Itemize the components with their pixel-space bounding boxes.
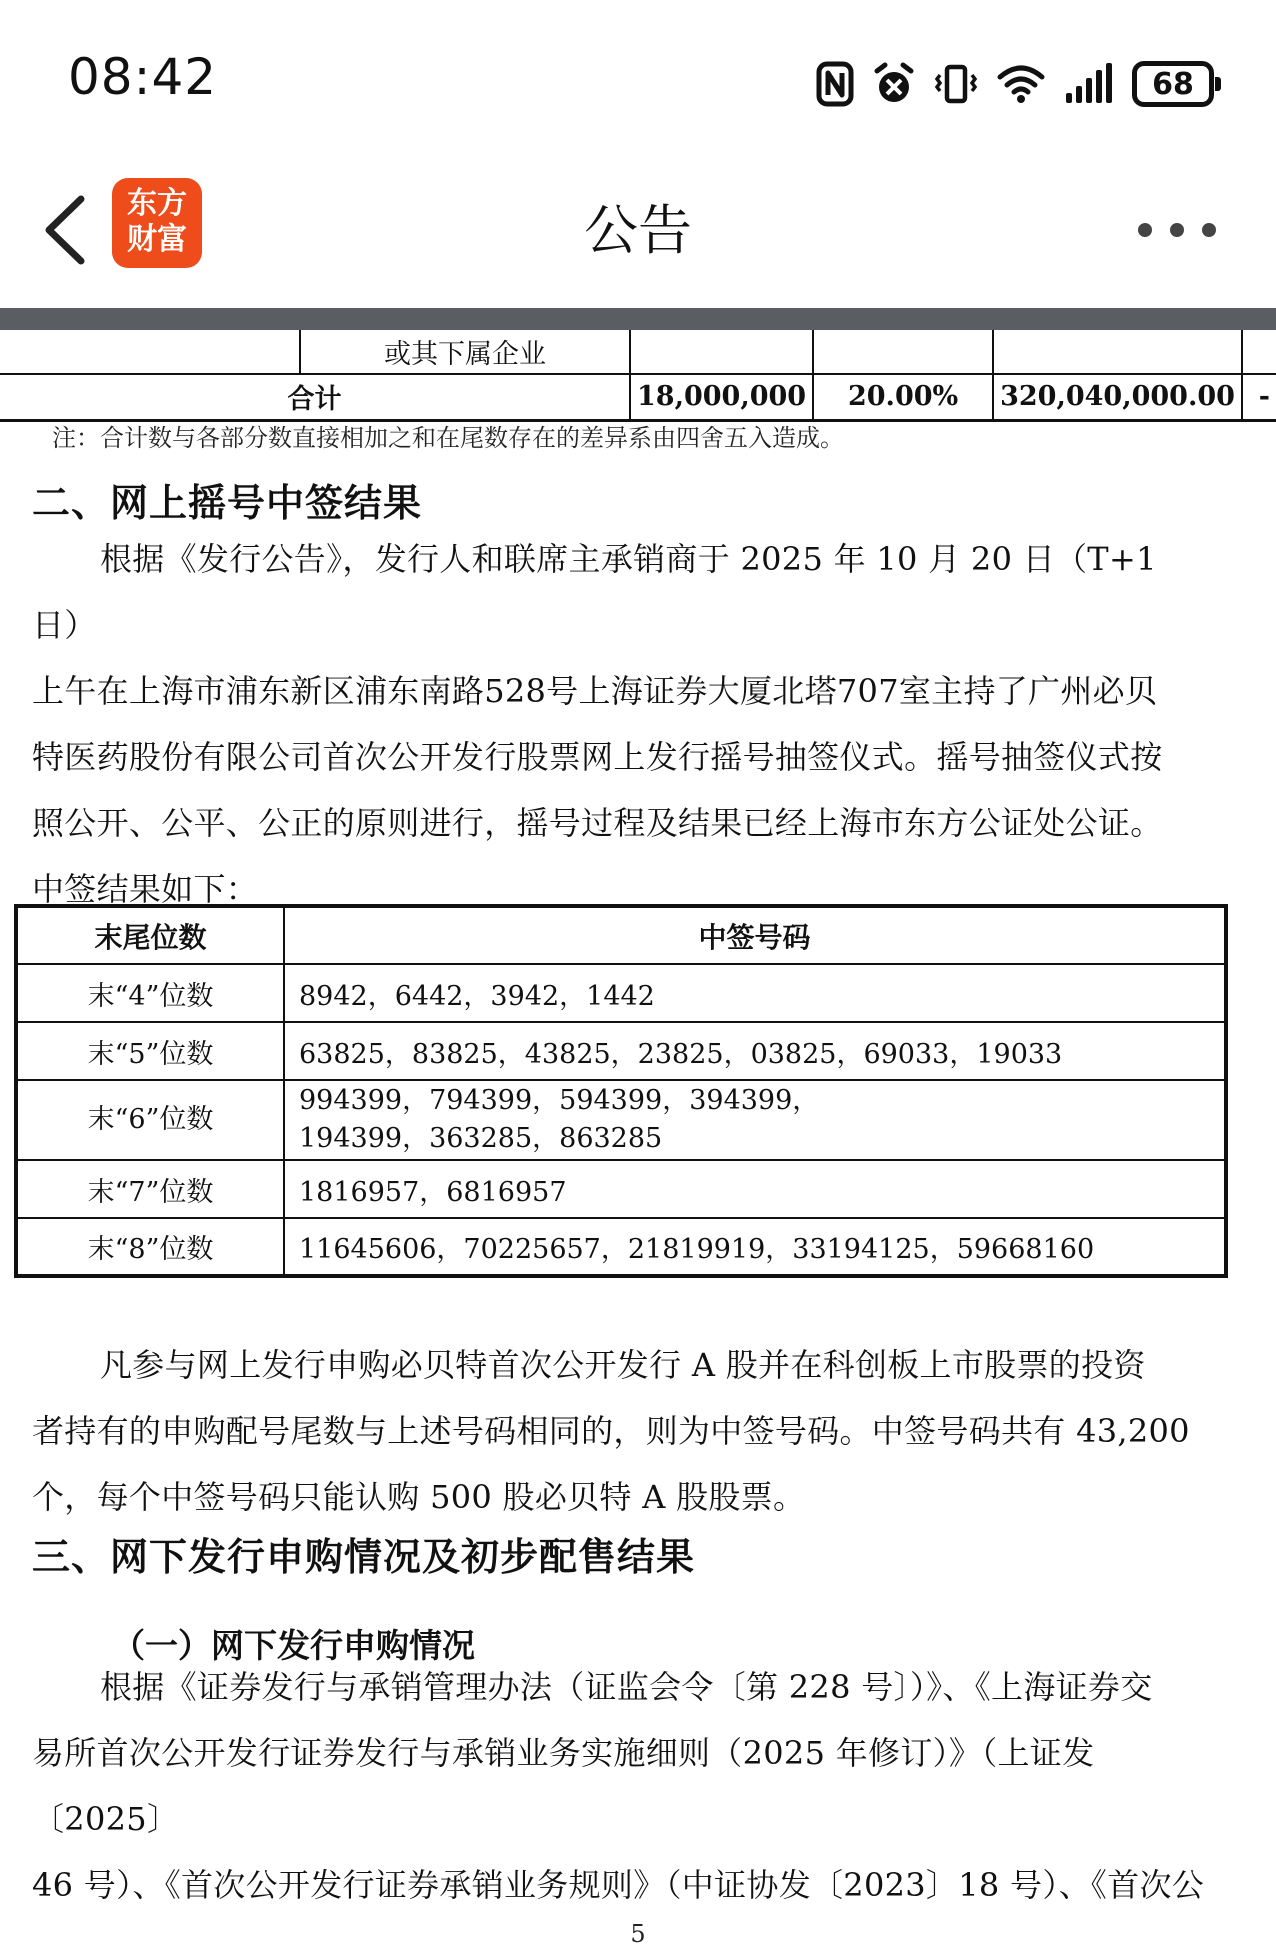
total-label: 合计 [0,374,630,420]
digits-cell: 末“7”位数 [16,1160,284,1218]
battery-icon: 68 [1132,61,1214,107]
dot-icon [1202,223,1216,237]
total-shares: 18,000,000 [630,374,813,420]
table-row [16,1218,1226,1276]
section3-paragraph: 根据《证券发行与承销管理办法（证监会令〔第 228 号〕）》、《上海证券交 易所首次公开发行证券发行与承销业务实施细则（2025 年修订）》（上证发〔2025〕 46 号）、《首次公开发行证券承销业务规则》（中证协发〔2023〕18 号）、《首次公 [32,1668,1205,1904]
table-row-total [0,374,1276,420]
table-row [16,964,1226,1022]
table-cell: 或其下属企业 [300,330,630,374]
dot-icon [1170,223,1184,237]
section-heading-3: 三、网下发行申购情况及初步配售结果 [32,1535,696,1579]
nfc-icon [816,61,854,107]
table-row [16,1160,1226,1218]
digits-cell: 末“8”位数 [16,1218,284,1276]
table-note: 注：合计数与各部分数直接相加之和在尾数存在的差异系由四舍五入造成。 [52,424,844,452]
section2-paragraph-2: 凡参与网上发行申购必贝特首次公开发行 A 股并在科创板上市股票的投资 者持有的申购配号尾数与上述号码相同的，则为中签号码。中签号码共有 43,200 个，每个中签号码只能认购 500 股必贝特 A 股股票。 [32,1346,1190,1516]
numbers-cell: 8942，6442，3942，1442 [284,964,1226,1022]
dot-icon [1138,223,1152,237]
page-number: 5 [630,1920,646,1946]
table-row [16,1080,1226,1160]
column-header-numbers: 中签号码 [284,906,1226,964]
status-icons [816,56,1214,112]
document-viewer[interactable] [0,308,1276,1946]
alarm-icon [872,61,916,107]
column-header-digits: 末尾位数 [16,906,284,964]
digits-cell: 末“6”位数 [16,1080,284,1160]
page-title: 公告 [584,199,692,262]
logo-line1: 东方 [127,186,187,221]
numbers-cell: 1816957，6816957 [284,1160,1226,1218]
logo-line2: 财富 [127,222,187,257]
total-last-cell: - [1242,374,1276,420]
allocation-table [0,330,1276,422]
wifi-icon [996,61,1046,107]
nav-bar [0,160,1276,308]
more-options-button[interactable] [1138,210,1216,250]
numbers-cell: 63825，83825，43825，23825，03825，69033，19033 [284,1022,1226,1080]
vibrate-icon [934,61,978,107]
status-bar [0,0,1276,160]
total-percent: 20.00% [813,374,993,420]
numbers-cell: 994399，794399，594399，394399， 194399，363285，863285 [284,1080,1226,1160]
signal-icon [1064,61,1114,107]
document-top-edge [0,308,1276,330]
numbers-cell: 11645606，70225657，21819919，33194125，59668160 [284,1218,1226,1276]
section-heading-2: 二、网上摇号中签结果 [32,481,423,525]
lottery-results-table [14,904,1228,1278]
subsection-heading: （一）网下发行申购情况 [112,1626,475,1665]
status-time: 08:42 [68,48,218,106]
section2-paragraph: 根据《发行公告》，发行人和联席主承销商于 2025 年 10 月 20 日（T+1 日） 上午在上海市浦东新区浦东南路528号上海证券大厦北塔707室主持了广州必贝 特医药股份有限公司首次公开发行股票网上发行摇号抽签仪式。摇号抽签仪式按 照公开、公平、公正的原则进行，摇号过程及结果已经上海市东方公证处公证。 中签结果如下： [32,540,1163,908]
total-amount: 320,040,000.00 [993,374,1242,420]
table-header-row [16,906,1226,964]
digits-cell: 末“5”位数 [16,1022,284,1080]
table-row [16,1022,1226,1080]
digits-cell: 末“4”位数 [16,964,284,1022]
table-row [0,330,1276,374]
